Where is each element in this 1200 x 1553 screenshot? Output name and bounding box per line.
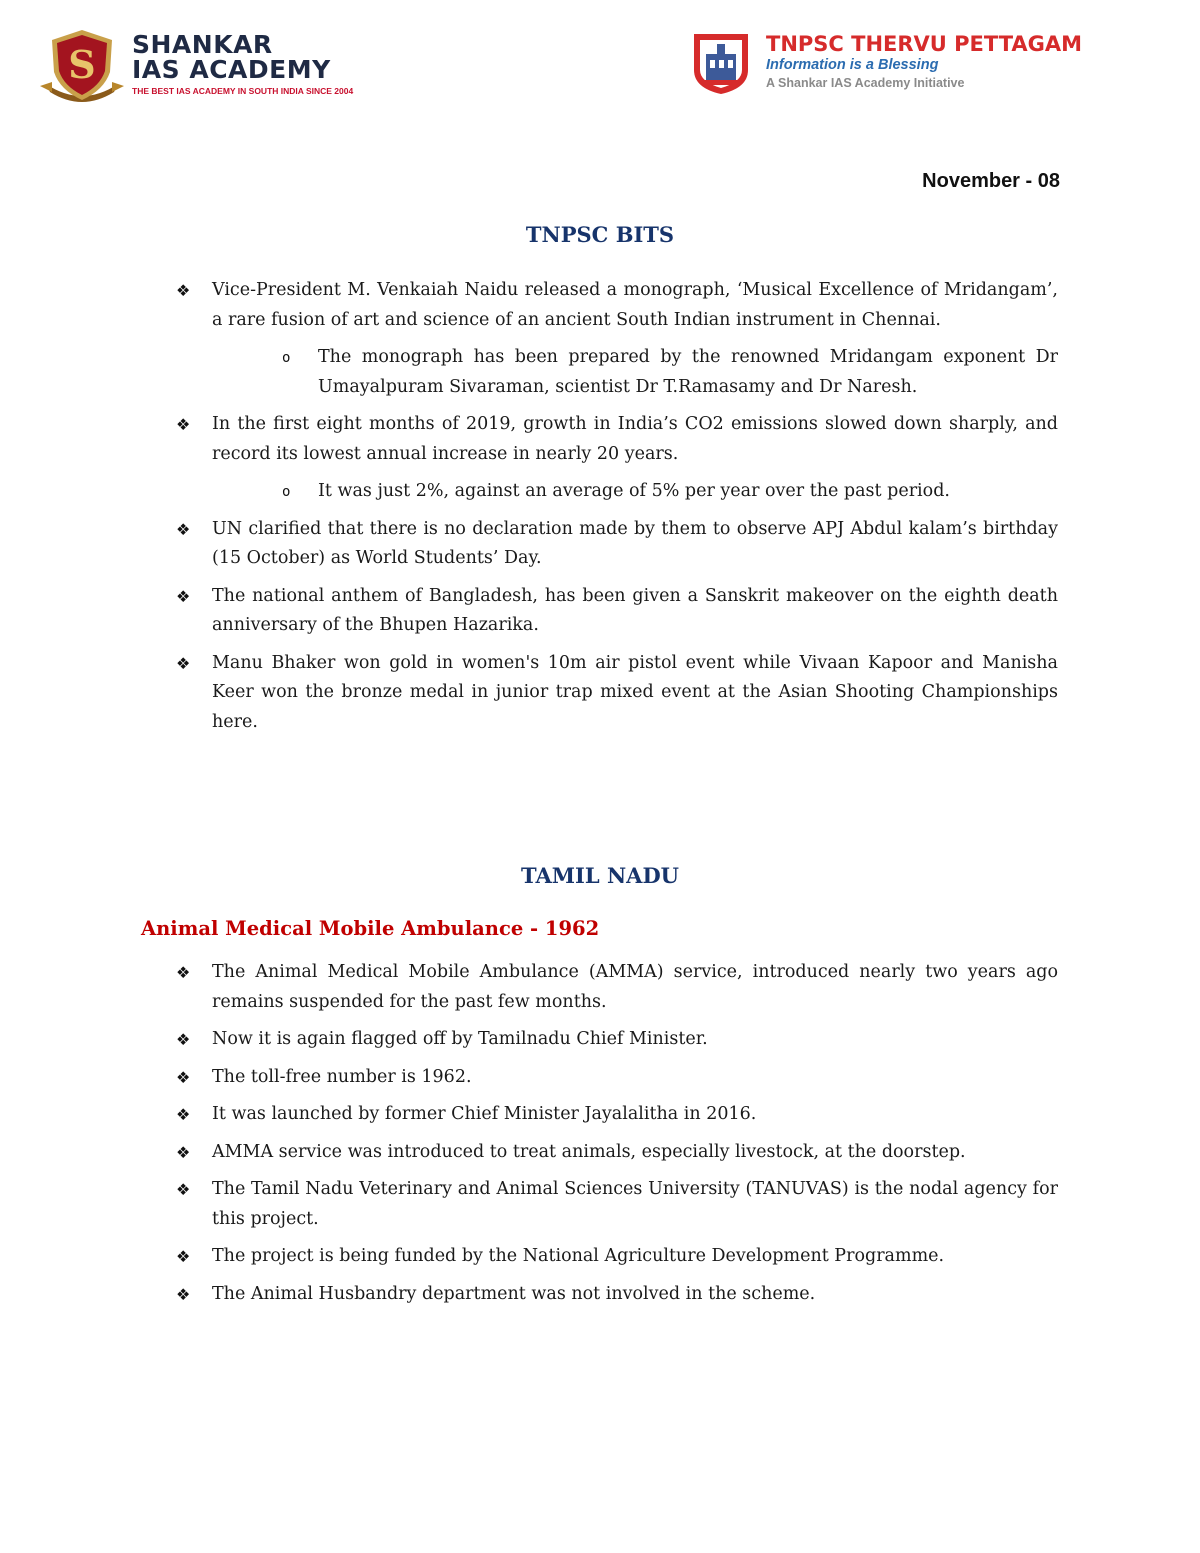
list-item-text: Vice-President M. Venkaiah Naidu released a monograph, ‘Musical Excellence of Mridangam’, a rare fusion of art and science of an ancient South Indian instrument in Chennai. [212,280,1058,330]
shankar-ias-logo [38,26,368,108]
diamond-bullet-icon: ❖ [176,653,191,673]
list-item [176,1242,1058,1272]
tnpsc-brand-title: TNPSC THERVU PETTAGAM [766,32,1083,56]
list-item-text: The Animal Husbandry department was not involved in the scheme. [212,1283,816,1304]
list-item [176,1063,1058,1093]
diamond-bullet-icon: ❖ [176,1067,191,1087]
list-item-text: In the first eight months of 2019, growth in India’s CO2 emissions slowed down sharply, and record its lowest annual increase in nearly 20 years. [212,414,1058,464]
list-item-text: Now it is again flagged off by Tamilnadu Chief Minister. [212,1029,708,1049]
sub-list-item [282,343,1058,402]
svg-text:S: S [68,42,96,87]
list-item [176,1175,1058,1234]
diamond-bullet-icon: ❖ [176,519,191,539]
section-heading-tnpsc-bits: TNPSC BITS [525,222,675,247]
list-item [176,1138,1058,1168]
diamond-bullet-icon: ❖ [176,963,191,982]
list-item [176,582,1058,641]
list-item-text: The toll-free number is 1962. [212,1066,472,1087]
list-item-text: UN clarified that there is no declaration made by them to observe APJ Abdul kalam’s birthday (15 October) as World Students’ Day. [212,518,1058,568]
diamond-bullet-icon: ❖ [176,415,191,434]
shield-s-logo-icon [38,26,126,106]
list-item [176,649,1058,738]
list-item-text: Manu Bhaker won gold in women's 10m air pistol event while Vivaan Kapoor and Manisha Keer won the bronze medal in junior trap mixed event at the Asian Shooting Championships here. [212,652,1058,732]
diamond-bullet-icon: ❖ [176,1105,191,1124]
list-item [176,1280,1058,1310]
list-item-text: The Animal Medical Mobile Ambulance (AMMA) service, introduced nearly two years ago remains suspended for the past few months. [212,962,1058,1012]
diamond-bullet-icon: ❖ [176,1180,191,1199]
sub-list-item-text: The monograph has been prepared by the renowned Mridangam exponent Dr Umayalpuram Sivaraman, scientist Dr T.Ramasamy and Dr Naresh. [318,347,1058,397]
brand-name-line-1: SHANKAR [132,30,273,59]
tnpsc-subtitle: A Shankar IAS Academy Initiative [766,76,965,90]
tower-logo-icon [690,30,752,96]
list-item-text: It was launched by former Chief Minister Jayalalitha in 2016. [212,1104,757,1124]
sub-list-item-text: It was just 2%, against an average of 5% per year over the past period. [318,481,950,501]
brand-name-line-2: IAS ACADEMY [132,55,331,84]
list-item [176,276,1058,402]
circle-bullet-icon: o [282,350,291,366]
diamond-bullet-icon: ❖ [176,1030,191,1049]
tnpsc-thervu-pettagam-logo [690,30,1160,100]
circle-bullet-icon: o [282,484,291,500]
section-heading-tamil-nadu: TAMIL NADU [521,863,679,888]
list-item [176,958,1058,1017]
sub-list-item [282,477,1058,507]
list-item [176,1025,1058,1055]
tnpsc-tagline: Information is a Blessing [766,57,939,73]
tamil-nadu-list [176,958,1058,1317]
diamond-bullet-icon: ❖ [176,1247,191,1266]
list-item-text: AMMA service was introduced to treat animals, especially livestock, at the doorstep. [212,1141,966,1162]
document-date: November - 08 [922,170,1060,192]
diamond-bullet-icon: ❖ [176,1142,191,1162]
brand-tagline: THE BEST IAS ACADEMY IN SOUTH INDIA SINCE 2004 [132,86,354,96]
tnpsc-bits-list [176,276,1058,745]
diamond-bullet-icon: ❖ [176,586,191,606]
list-item [176,1100,1058,1130]
sub-list [176,477,1058,507]
sub-heading-amma: Animal Medical Mobile Ambulance - 1962 [141,917,600,940]
list-item-text: The Tamil Nadu Veterinary and Animal Sciences University (TANUVAS) is the nodal agency for this project. [212,1179,1058,1229]
list-item-text: The national anthem of Bangladesh, has been given a Sanskrit makeover on the eighth death anniversary of the Bhupen Hazarika. [212,585,1058,635]
sub-list [176,343,1058,402]
list-item [176,410,1058,507]
diamond-bullet-icon: ❖ [176,281,191,300]
list-item [176,515,1058,574]
diamond-bullet-icon: ❖ [176,1284,191,1304]
list-item-text: The project is being funded by the National Agriculture Development Programme. [212,1246,945,1266]
